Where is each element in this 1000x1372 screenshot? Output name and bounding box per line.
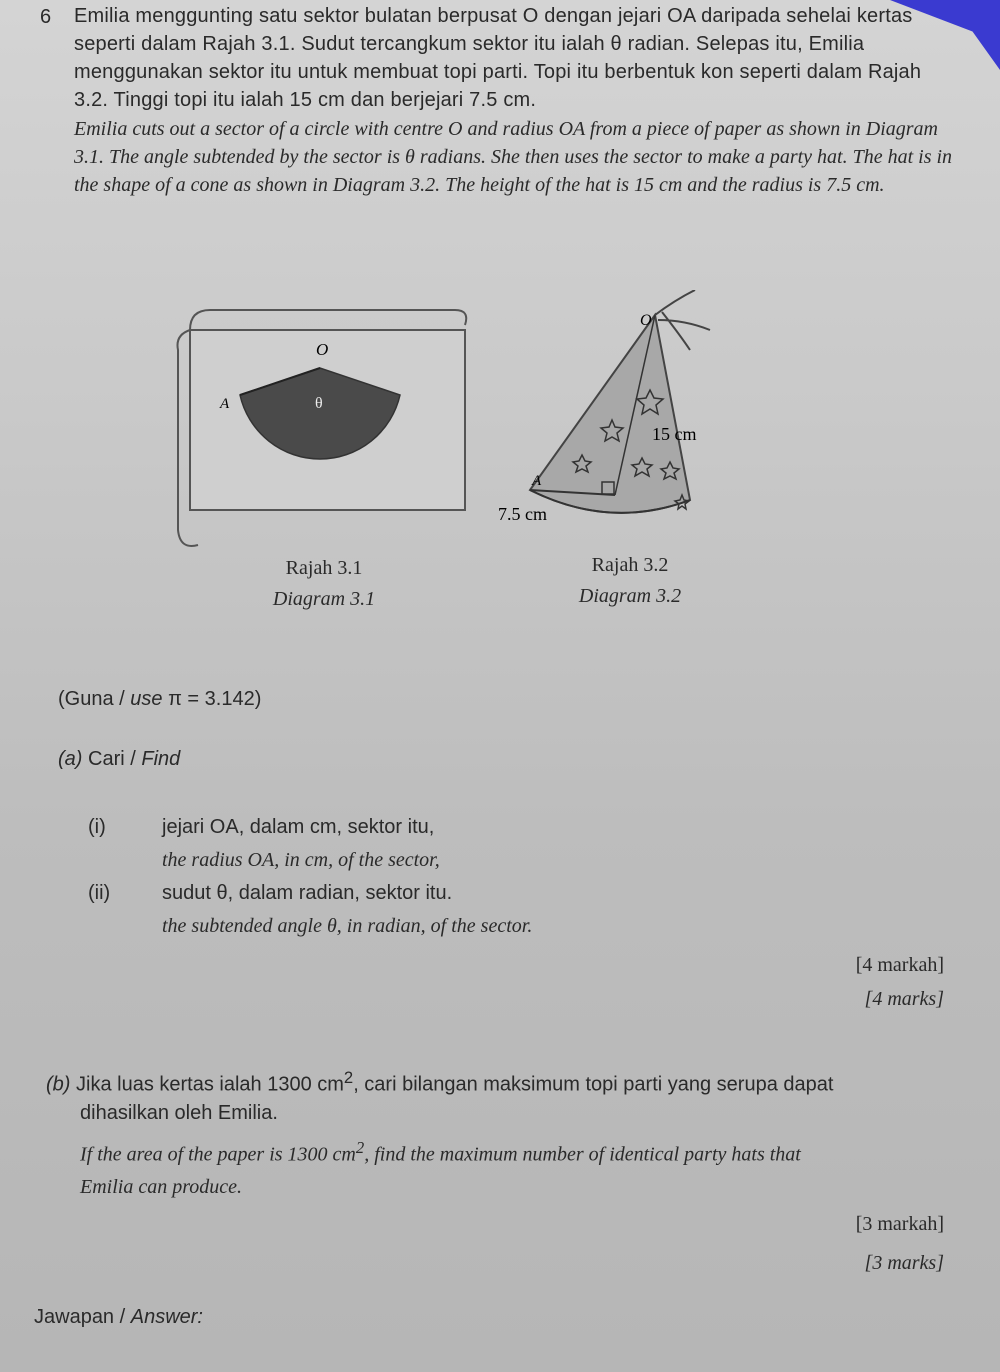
- diagram2-label-a: A: [532, 473, 542, 489]
- part-a-ii-number: (ii): [88, 882, 111, 904]
- diagram2-label-o: O: [640, 312, 652, 329]
- part-a-heading: [58, 748, 180, 771]
- diagram1-label-o: O: [316, 340, 329, 359]
- use-pi-note: [58, 688, 261, 711]
- part-a-marks-en: [4 marks]: [864, 988, 944, 1010]
- hat-pompom: [655, 290, 710, 350]
- part-a-ii-ms: sudut θ, dalam radian, sektor itu.: [162, 882, 453, 904]
- part-b-ms-post: , cari bilangan maksimum topi parti yang serupa dapat: [353, 1073, 834, 1096]
- part-b-label: (b): [46, 1073, 71, 1096]
- part-b-en-pre: If the area of the paper is 1300 cm: [80, 1143, 356, 1166]
- part-a-title: Cari /: [82, 748, 142, 770]
- superscript-2: 2: [343, 1068, 354, 1087]
- part-a-i-ms: jejari OA, dalam cm, sektor itu,: [162, 816, 435, 838]
- diagram1-caption-ms: Rajah 3.1: [285, 557, 363, 579]
- part-b-ms-pre: Jika luas kertas ialah 1300 cm: [70, 1073, 344, 1096]
- superscript-2: 2: [355, 1138, 365, 1157]
- part-a-i-en: the radius OA, in cm, of the sector,: [162, 849, 440, 871]
- answer-label: [34, 1306, 203, 1329]
- diagram1-label-theta: θ: [315, 395, 323, 412]
- diagram1-label-a: A: [220, 396, 230, 412]
- part-b-marks-ms: [3 markah]: [855, 1213, 944, 1235]
- answer-en: Answer:: [130, 1306, 203, 1328]
- part-b-ms-line2: dihasilkan oleh Emilia.: [80, 1102, 278, 1124]
- intro-malay: Emilia menggunting satu sektor bulatan berpusat O dengan jejari OA daripada sehelai kertas seperti dalam Rajah 3.1. Sudut tercangkum sektor itu ialah θ radian. Selepas itu, Emilia menggunakan sektor itu untuk membuat topi parti. Topi itu berbentuk kon seperti dalam Rajah 3.2. Tinggi topi itu ialah 15 cm dan berjejari 7.5 cm.: [74, 5, 922, 111]
- paper-roll-top: [190, 310, 466, 330]
- part-b-en-line1: [80, 1138, 801, 1167]
- cone-body: [530, 315, 690, 513]
- part-b-en-line2: Emilia can produce.: [80, 1176, 243, 1198]
- question-number: 6: [40, 6, 52, 28]
- height-label: 15 cm: [652, 424, 697, 444]
- diagram-3-1: [170, 290, 470, 560]
- part-b-marks-en: [3 marks]: [864, 1252, 944, 1274]
- intro-english: Emilia cuts out a sector of a circle with centre O and radius OA from a piece of paper as shown in Diagram 3.1. The angle subtended by the sector is θ radians. She then uses the sector to make a party hat. The hat is in the shape of a cone as shown in Diagram 3.2. The height of the hat is 15 cm and the radius is 7.5 cm.: [74, 118, 953, 196]
- part-b-en-post: , find the maximum number of identical party hats that: [364, 1143, 801, 1166]
- part-a-i-number: (i): [88, 816, 106, 838]
- part-a-title-en: Find: [141, 748, 181, 770]
- part-a-label: (a): [58, 748, 83, 770]
- radius-label: 7.5 cm: [498, 504, 547, 524]
- part-a-ii-en: the subtended angle θ, in radian, of the sector.: [162, 915, 533, 937]
- diagram-3-2: [490, 290, 750, 540]
- diagram1-caption-en: Diagram 3.1: [272, 588, 376, 610]
- use-pi-prefix: (Guna /: [58, 688, 131, 710]
- diagram2-caption-en: Diagram 3.2: [578, 585, 682, 607]
- part-b-ms-line1: [46, 1068, 833, 1097]
- answer-ms: Jawapan /: [34, 1306, 131, 1328]
- part-a-marks-ms: [4 markah]: [855, 954, 944, 976]
- use-pi-expr: π = 3.142): [162, 688, 262, 710]
- diagram2-caption-ms: Rajah 3.2: [591, 554, 669, 576]
- use-pi-en: use: [130, 688, 163, 710]
